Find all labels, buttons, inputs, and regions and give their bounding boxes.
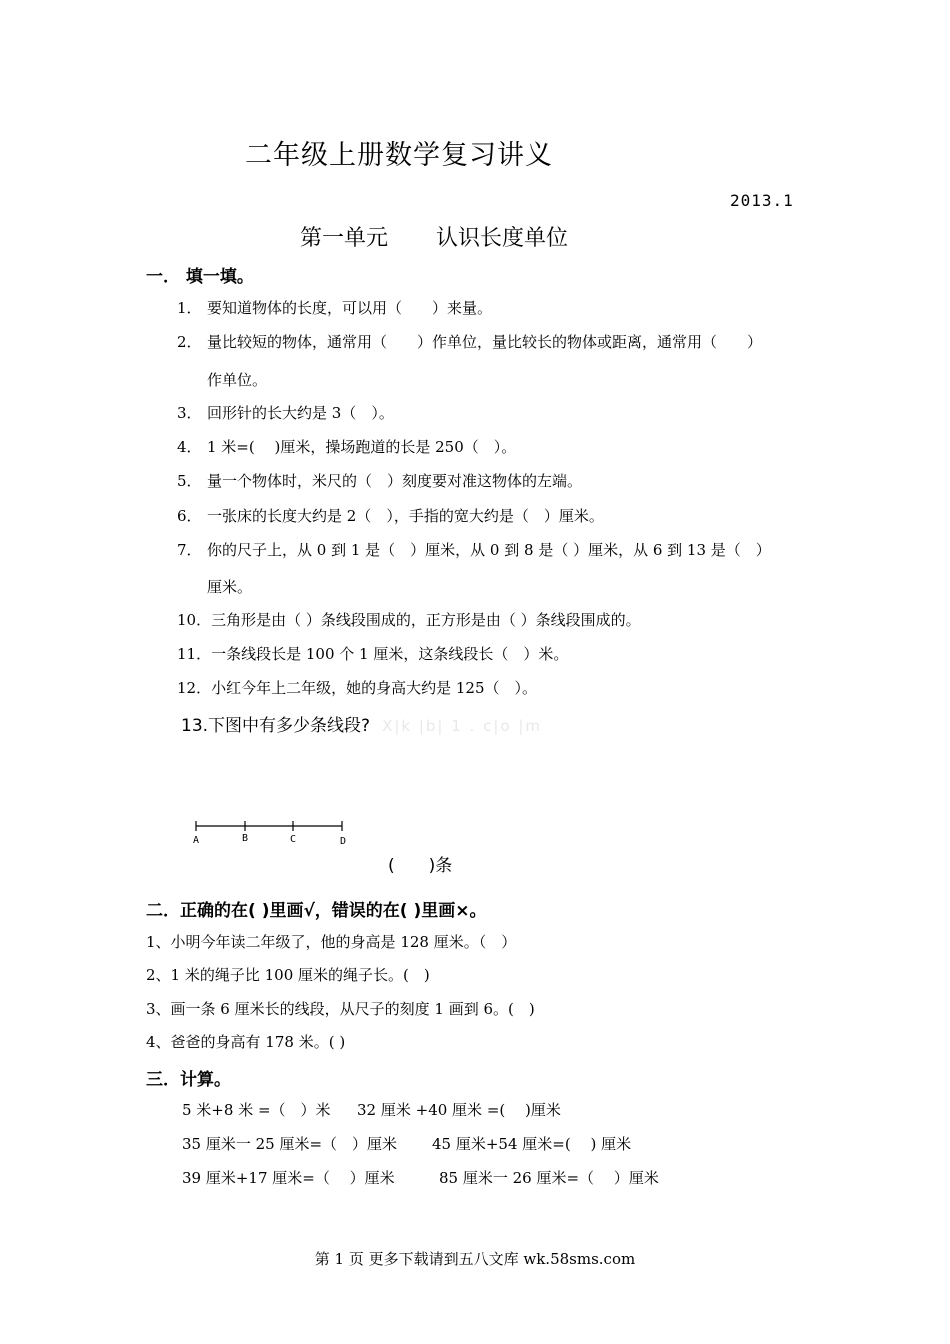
section-heading: 二．正确的在( )里画√，错误的在( )里画×。 bbox=[146, 901, 487, 921]
calc-item: 39 厘米+17 厘米=（ ）厘米 bbox=[182, 1169, 395, 1187]
question: 11．一条线段长是 100 个 1 厘米，这条线段长（ ）米。 bbox=[177, 645, 569, 663]
page-title: 二年级上册数学复习讲义 bbox=[245, 140, 553, 171]
question: 5． 量一个物体时，米尺的（ ）刻度要对准这物体的左端。 bbox=[177, 472, 583, 490]
question: 7． 你的尺子上，从 0 到 1 是（ ）厘米，从 0 到 8 是（ ）厘米，从 6 到 13 是（ ） bbox=[177, 541, 771, 559]
judgement-item: 1、小明今年读二年级了，他的身高是 128 厘米。（ ） bbox=[146, 933, 517, 951]
point-label-b: B bbox=[242, 833, 249, 844]
segment-diagram bbox=[188, 815, 358, 855]
point-label-c: C bbox=[290, 834, 297, 845]
question: 12．小红今年上二年级，她的身高大约是 125（ ）。 bbox=[177, 679, 537, 697]
question: 3． 回形针的长大约是 3（ ）。 bbox=[177, 404, 394, 422]
calc-item: 32 厘米 +40 厘米 =( )厘米 bbox=[357, 1101, 561, 1119]
question: 6． 一张床的长度大约是 2（ ），手指的宽大约是（ ）厘米。 bbox=[177, 507, 604, 525]
unit-number: 第一单元 bbox=[300, 226, 389, 251]
section-heading: 一． 填一填。 bbox=[146, 267, 254, 287]
watermark: X|k |b| 1 . c|o |m bbox=[382, 717, 543, 735]
judgement-item: 2、1 米的绳子比 100 厘米的绳子长。( ) bbox=[146, 966, 430, 984]
question: 10．三角形是由（ ）条线段围成的，正方形是由（ ）条线段围成的。 bbox=[177, 611, 641, 629]
unit-name: 认识长度单位 bbox=[436, 226, 569, 251]
judgement-item: 3、画一条 6 厘米长的线段，从尺子的刻度 1 画到 6。( ) bbox=[146, 1000, 535, 1018]
calc-item: 35 厘米一 25 厘米=（ ）厘米 bbox=[182, 1135, 398, 1153]
point-label-a: A bbox=[193, 835, 200, 846]
point-label-d: D bbox=[340, 836, 347, 847]
section-heading: 三．计算。 bbox=[146, 1070, 231, 1090]
question-13: 13.下图中有多少条线段? X|k |b| 1 . c|o |m bbox=[181, 716, 543, 736]
date: 2013.1 bbox=[730, 191, 794, 210]
unit-heading bbox=[300, 221, 568, 252]
calc-item: 5 米+8 米 =（ ）米 bbox=[182, 1101, 331, 1119]
calc-item: 45 厘米+54 厘米=( ) 厘米 bbox=[432, 1135, 632, 1153]
page-footer: 第 1 页 更多下载请到五八文库 wk.58sms.com bbox=[314, 1250, 636, 1268]
q13-answer: ( )条 bbox=[388, 856, 453, 876]
judgement-item: 4、爸爸的身高有 178 米。( ) bbox=[146, 1033, 346, 1051]
calc-item: 85 厘米一 26 厘米=（ ）厘米 bbox=[439, 1169, 659, 1187]
question-continuation: 厘米。 bbox=[207, 578, 253, 596]
question: 2． 量比较短的物体，通常用（ ）作单位，量比较长的物体或距离，通常用（ ） bbox=[177, 333, 763, 351]
question: 1． 要知道物体的长度，可以用（ ）来量。 bbox=[177, 299, 493, 317]
question: 4． 1 米=( )厘米，操场跑道的长是 250（ ）。 bbox=[177, 438, 517, 456]
question-continuation: 作单位。 bbox=[207, 371, 268, 389]
